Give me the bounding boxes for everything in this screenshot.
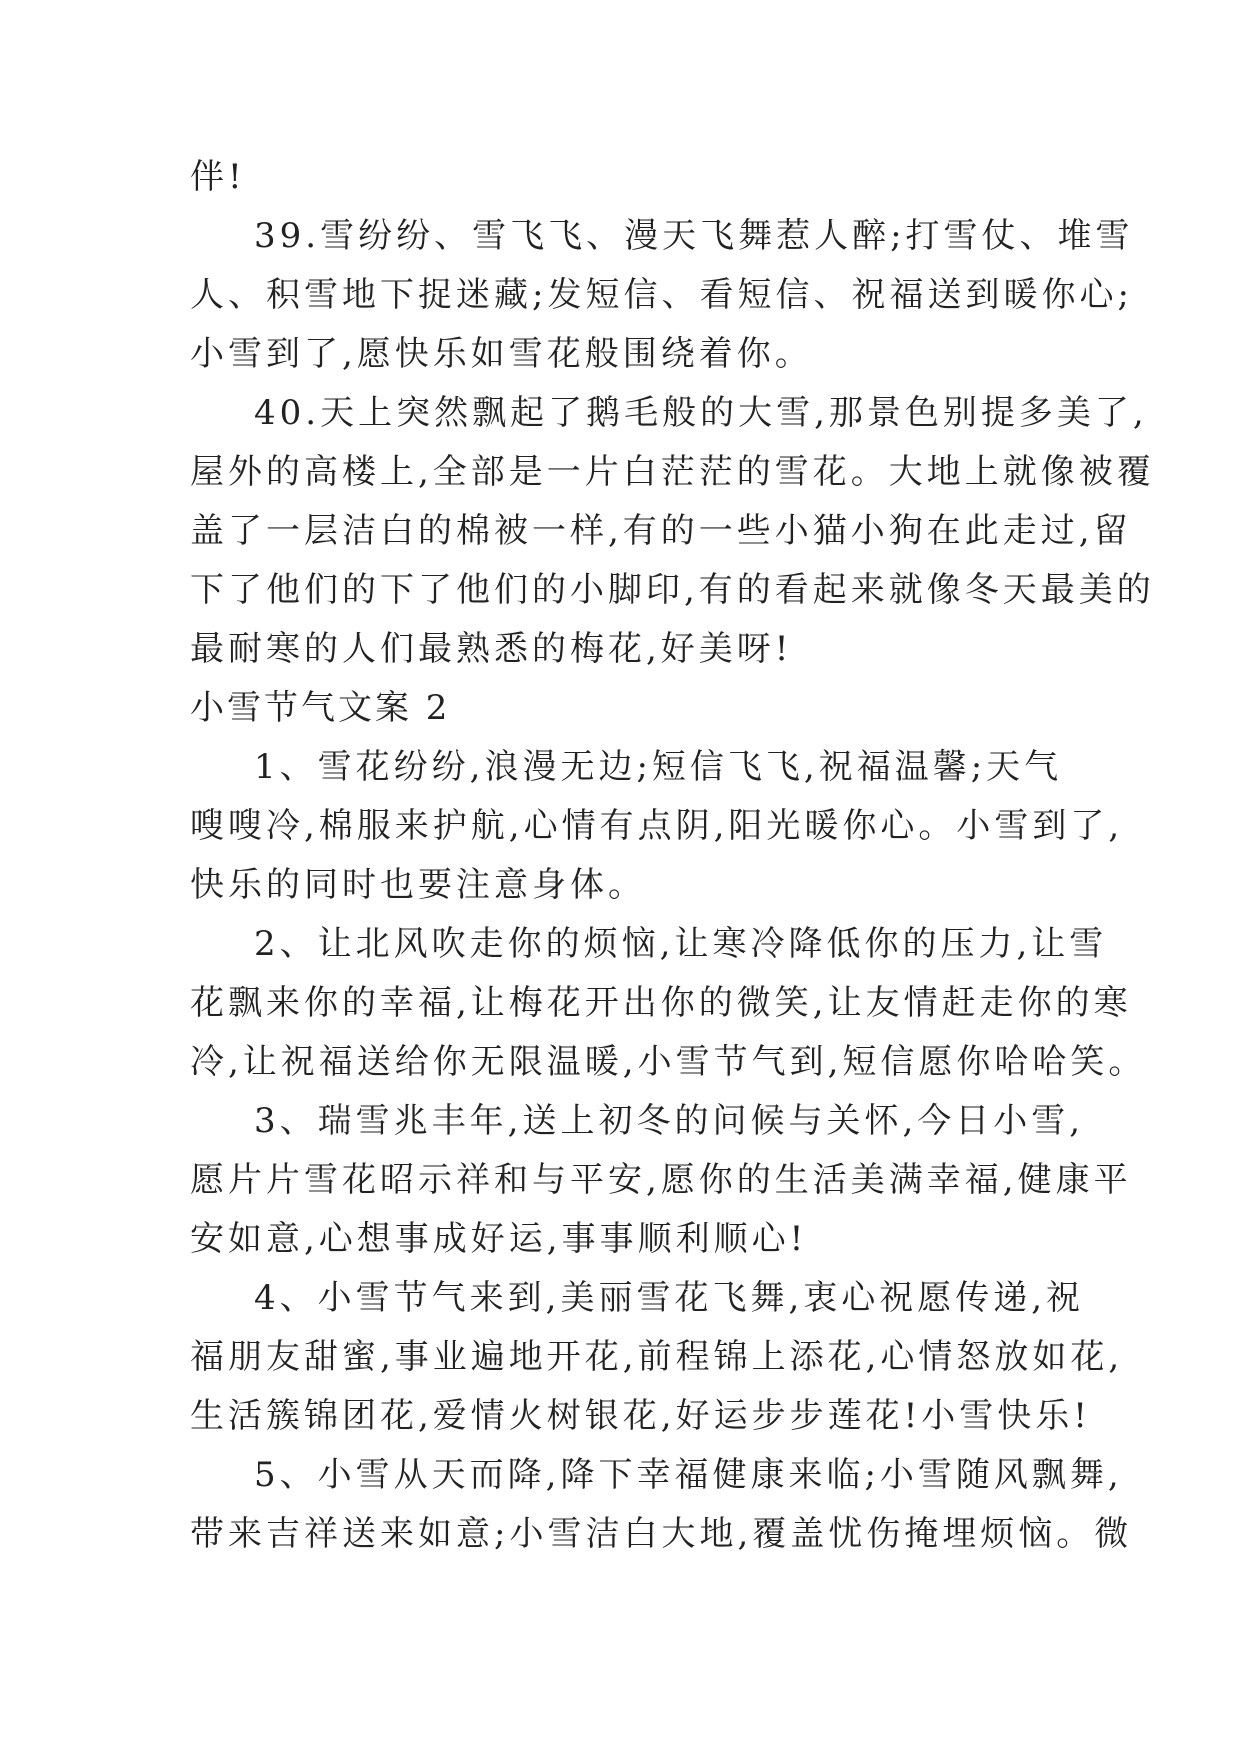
text-line: 屋外的高楼上,全部是一片白茫茫的雪花。大地上就像被覆 bbox=[190, 452, 1155, 492]
text-line: 3、瑞雪兆丰年,送上初冬的问候与关怀,今日小雪, bbox=[254, 1101, 1085, 1141]
text-line: 盖了一层洁白的棉被一样,有的一些小猫小狗在此走过,留 bbox=[190, 511, 1132, 551]
text-line: 生活簇锦团花,爱情火树银花,好运步步莲花!小雪快乐! bbox=[190, 1396, 1091, 1436]
document-page bbox=[190, 148, 1155, 1564]
text-line: 1、雪花纷纷,浪漫无边;短信飞飞,祝福温馨;天气 bbox=[254, 747, 1063, 787]
text-line: 福朋友甜蜜,事业遍地开花,前程锦上添花,心情怒放如花, bbox=[190, 1337, 1124, 1377]
text-line: 2、让北风吹走你的烦恼,让寒冷降低你的压力,让雪 bbox=[254, 924, 1108, 964]
text-line: 快乐的同时也要注意身体。 bbox=[190, 865, 646, 905]
text-line: 伴! bbox=[190, 157, 246, 197]
text-line: 冷,让祝福送给你无限温暖,小雪节气到,短信愿你哈哈笑。 bbox=[190, 1042, 1147, 1082]
text-line: 人、积雪地下捉迷藏;发短信、看短信、祝福送到暖你心; bbox=[190, 275, 1133, 315]
text-line: 4、小雪节气来到,美丽雪花飞舞,衷心祝愿传递,祝 bbox=[254, 1278, 1085, 1318]
section-heading: 小雪节气文案 2 bbox=[190, 688, 451, 728]
text-line: 下了他们的下了他们的小脚印,有的看起来就像冬天最美的 bbox=[190, 570, 1155, 610]
text-line: 愿片片雪花昭示祥和与平安,愿你的生活美满幸福,健康平 bbox=[190, 1160, 1132, 1200]
text-line: 40.天上突然飘起了鹅毛般的大雪,那景色别提多美了, bbox=[254, 393, 1148, 433]
text-line: 安如意,心想事成好运,事事顺利顺心! bbox=[190, 1219, 808, 1259]
text-line: 39.雪纷纷、雪飞飞、漫天飞舞惹人醉;打雪仗、堆雪 bbox=[254, 216, 1134, 256]
text-line: 嗖嗖冷,棉服来护航,心情有点阴,阳光暖你心。小雪到了, bbox=[190, 806, 1124, 846]
text-line: 带来吉祥送来如意;小雪洁白大地,覆盖忧伤掩埋烦恼。微 bbox=[190, 1514, 1133, 1554]
text-line: 小雪到了,愿快乐如雪花般围绕着你。 bbox=[190, 334, 813, 374]
text-line: 最耐寒的人们最熟悉的梅花,好美呀! bbox=[190, 629, 793, 669]
text-line: 5、小雪从天而降,降下幸福健康来临;小雪随风飘舞, bbox=[254, 1455, 1123, 1495]
text-line: 花飘来你的幸福,让梅花开出你的微笑,让友情赶走你的寒 bbox=[190, 983, 1132, 1023]
